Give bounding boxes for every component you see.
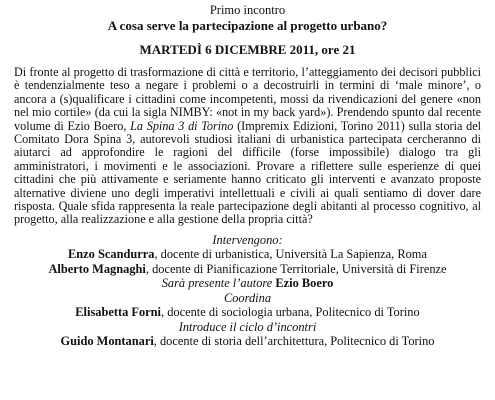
speakers-section: [14, 233, 481, 349]
series-label: Primo incontro: [209, 3, 286, 17]
description-paragraph: [14, 66, 481, 227]
speaker-name: Alberto Magnaghi: [48, 261, 146, 276]
speaker-role: , docente di Pianificazione Territoriale, Università di Firenze: [145, 261, 447, 276]
coordinator-line: [14, 305, 481, 320]
introducer-name: Guido Montanari: [60, 334, 154, 349]
coordinator-role: , docente di sociologia urbana, Politecnico di Torino: [161, 305, 420, 320]
author-label: Sarà presente l’autore: [161, 276, 273, 291]
author-line: [14, 276, 481, 291]
author-name: Ezio Boero: [275, 276, 334, 291]
introducer-role: , docente di storia dell’architettura, Politecnico di Torino: [153, 334, 435, 349]
book-title: La Spina 3 di Torino: [130, 118, 234, 133]
coordina-label: Coordina: [223, 290, 272, 305]
speaker-line: [14, 262, 481, 277]
event-title: A cosa serve la partecipazione al progetto urbano?: [107, 18, 388, 33]
introduce-label: Introduce il ciclo d’incontri: [178, 319, 317, 334]
speaker-line: [14, 247, 481, 262]
speaker-name: Enzo Scandurra: [68, 247, 155, 262]
event-date: MARTEDÌ 6 DICEMBRE 2011, ore 21: [139, 42, 356, 57]
description-part-1: Di fronte al progetto di trasformazione di città e territorio, l’atteggiamento dei decisori pubblici è tendenzialmente teso a negare i problemi o a decostruirli in termini di ‘male minore’, o ancora a (s)qualificare i cittadini come incompetenti, mossi da rivendicazioni del genere «non nel mio cortile» (da cui la sigla NIMBY: «not in my back yard»). Prendendo spunto dal recente volume di Ezio Boero,: [14, 65, 481, 133]
speaker-role: , docente di urbanistica, Università La Sapienza, Roma: [154, 247, 427, 262]
description-part-2: (Impremix Edizioni, Torino 2011) sulla storia del Comitato Dora Spina 3, autorevoli studiosi italiani di urbanistica partecipata cercheranno di aiutarci ad approfondire le ragioni del difficile (forse impossibile) dialogo tra gli amministratori, i movimenti e le associazioni. Provare a riflettere sulle esperienze di quei cittadini che più attivamente e seriamente hanno criticato gli interventi e avanzato proposte alternative diviene uno degli imperativi intellettuali e civili ai quali sentiamo di dover dare risposta. Quale sfida rappresenta la reale partecipazione degli abitanti al processo cognitivo, al progetto, alla realizzazione e alla gestione della propria città?: [14, 118, 482, 227]
intervengono-label: Intervengono:: [212, 232, 283, 247]
introducer-line: [14, 334, 481, 349]
coordinator-name: Elisabetta Forni: [75, 305, 161, 320]
